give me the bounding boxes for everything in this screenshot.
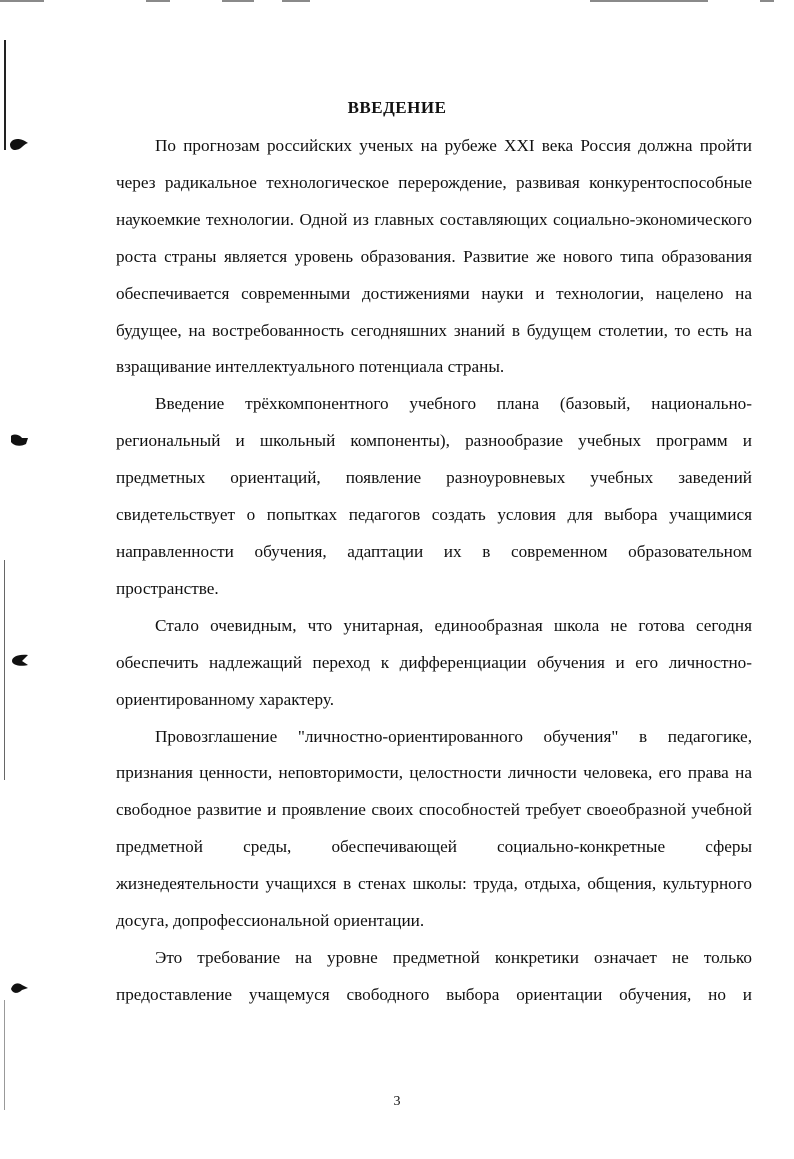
punch-hole-mark-4 [8, 980, 30, 996]
scan-top-rule-far-right [760, 0, 774, 2]
paragraph-1: По прогнозам российских ученых на рубеже XXI века Россия должна пройти через радикальное технологическое перерождение, развивая конкурентоспособные наукоемкие технологии. Одной из главных составляющих социально-экономического роста страны является уровень образования. Развитие же нового типа образования обеспечивается современными достижениями науки и технологии, нацелено на будущее, на востребованность сегодняшних знаний в будущем столетии, то есть на взращивание интеллектуального потенциала страны. [116, 136, 752, 377]
scan-top-rule-right [590, 0, 708, 2]
punch-hole-mark-3 [8, 652, 30, 668]
scan-top-rule-mid-2 [222, 0, 254, 2]
punch-hole-mark-2 [8, 432, 30, 448]
scan-left-edge-lower [4, 560, 5, 780]
paragraph-4: Провозглашение "личностно-ориентированного обучения" в педагогике, признания ценности, неповторимости, целостности личности человека, его права на свободное развитие и проявление своих способностей требует своеобразной учебной предметной среды, обеспечивающей социально-конкретные сферы жизнедеятельности учащихся в стенах школы: труда, отдыха, общения, культурного досуга, допрофессиональной ориентации. [116, 726, 752, 931]
section-title: ВВЕДЕНИЕ [347, 98, 447, 117]
punch-hole-mark-1 [8, 136, 30, 152]
scan-top-rule-left [0, 0, 44, 2]
scan-top-rule-mid-1 [146, 0, 170, 2]
body-text [116, 128, 752, 1014]
paragraph-3: Стало очевидным, что унитарная, единообразная школа не готова сегодня обеспечить надлежащий переход к дифференциации обучения и его личностно-ориентированному характеру. [116, 615, 752, 709]
scan-top-rule-mid-3 [282, 0, 310, 2]
paragraph-2: Введение трёхкомпонентного учебного плана (базовый, национально-региональный и школьный компоненты), разнообразие учебных программ и предметных ориентаций, появление разноуровневых учебных заведений свидетельствует о попытках педагогов создать условия для выбора учащимися направленности обучения, адаптации их в современном образовательном пространстве. [116, 394, 752, 598]
paragraph-5: Это требование на уровне предметной конкретики означает не только предоставление учащемуся свободного выбора ориентации обучения, но и [116, 947, 752, 1004]
scan-left-edge [4, 40, 6, 150]
page-number: 3 [393, 1094, 401, 1109]
